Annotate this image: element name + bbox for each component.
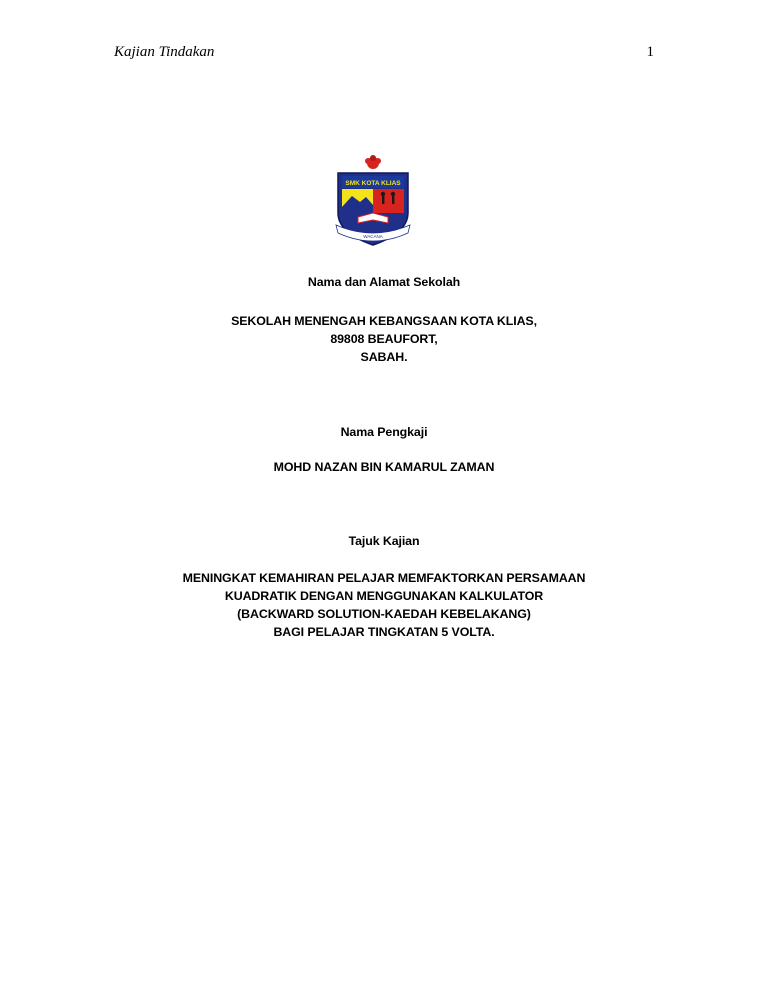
address-line: SEKOLAH MENENGAH KEBANGSAAN KOTA KLIAS,	[231, 314, 537, 328]
researcher-heading: Nama Pengkaji	[340, 425, 428, 439]
crest-flame-icon	[365, 155, 381, 169]
running-header-title: Kajian Tindakan	[114, 44, 215, 60]
study-title-line: BAGI PELAJAR TINGKATAN 5 VOLTA.	[273, 625, 495, 639]
study-title	[0, 569, 768, 641]
motto-text: WACANA	[363, 234, 383, 239]
study-title-line: KUADRATIK DENGAN MENGGUNAKAN KALKULATOR	[224, 589, 544, 603]
address-line: SABAH.	[360, 350, 408, 364]
study-title-line: (BACKWARD SOLUTION-KAEDAH KEBELAKANG)	[237, 607, 531, 621]
page-number: 1	[646, 44, 654, 60]
study-title-line: MENINGKAT KEMAHIRAN PELAJAR MEMFAKTORKAN PERSAMAAN	[182, 571, 586, 585]
school-heading: Nama dan Alamat Sekolah	[307, 275, 461, 289]
address-line: 89808 BEAUFORT,	[330, 332, 438, 346]
study-heading: Tajuk Kajian	[348, 534, 420, 548]
researcher-name: MOHD NAZAN BIN KAMARUL ZAMAN	[273, 460, 495, 474]
school-address	[0, 312, 768, 366]
shield-right-panel	[373, 189, 404, 213]
shield-banner-text: SMK KOTA KLIAS	[345, 180, 401, 187]
school-crest-logo	[330, 155, 416, 249]
